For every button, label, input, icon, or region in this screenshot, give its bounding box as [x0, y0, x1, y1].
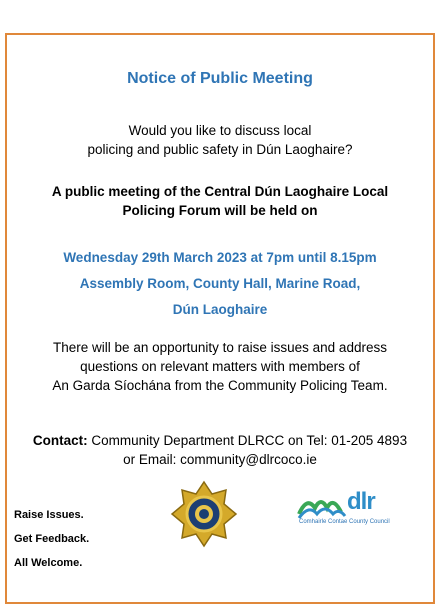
slogans: [14, 503, 89, 575]
intro-line-1: Would you like to discuss local: [128, 123, 312, 138]
contact-email: or Email: community@dlrcoco.ie: [123, 452, 317, 467]
meeting-details: [7, 245, 433, 323]
contact-label: Contact:: [32, 433, 88, 448]
slogan-raise-issues: Raise Issues.: [14, 509, 84, 521]
meeting-venue-line-1: Assembly Room, County Hall, Marine Road,: [79, 276, 361, 291]
contact-info: [7, 431, 433, 469]
opportunity-text: [7, 338, 433, 395]
intro-line-2: policing and public safety in Dún Laoghaire?: [87, 142, 353, 157]
slogan-get-feedback: Get Feedback.: [14, 533, 90, 545]
notice-title: Notice of Public Meeting: [127, 70, 313, 87]
garda-badge-icon: [170, 480, 238, 548]
slogan-all-welcome: All Welcome.: [14, 557, 83, 569]
contact-phone: Community Department DLRCC on Tel: 01-205 4893: [87, 433, 408, 448]
meeting-venue-line-2: Dún Laoghaire: [172, 302, 268, 317]
intro-text: [7, 121, 433, 159]
dlr-council-logo: [297, 490, 407, 530]
council-subtitle: Comhairle Contae County Council: [299, 519, 390, 525]
dlr-wordmark: dlr: [347, 488, 375, 515]
announcement-line-2: Policing Forum will be held on: [122, 203, 318, 218]
opportunity-line-3: An Garda Síochána from the Community Policing Team.: [52, 378, 388, 393]
opportunity-line-2: questions on relevant matters with members of: [80, 359, 360, 374]
announcement-line-1: A public meeting of the Central Dún Laoghaire Local: [51, 184, 389, 199]
meeting-announcement: [7, 182, 433, 220]
opportunity-line-1: There will be an opportunity to raise issues and address: [53, 340, 387, 355]
meeting-date: Wednesday 29th March 2023 at 7pm until 8.15pm: [63, 250, 377, 265]
notice-frame: [5, 33, 435, 604]
dlr-waves-icon: [297, 490, 347, 520]
